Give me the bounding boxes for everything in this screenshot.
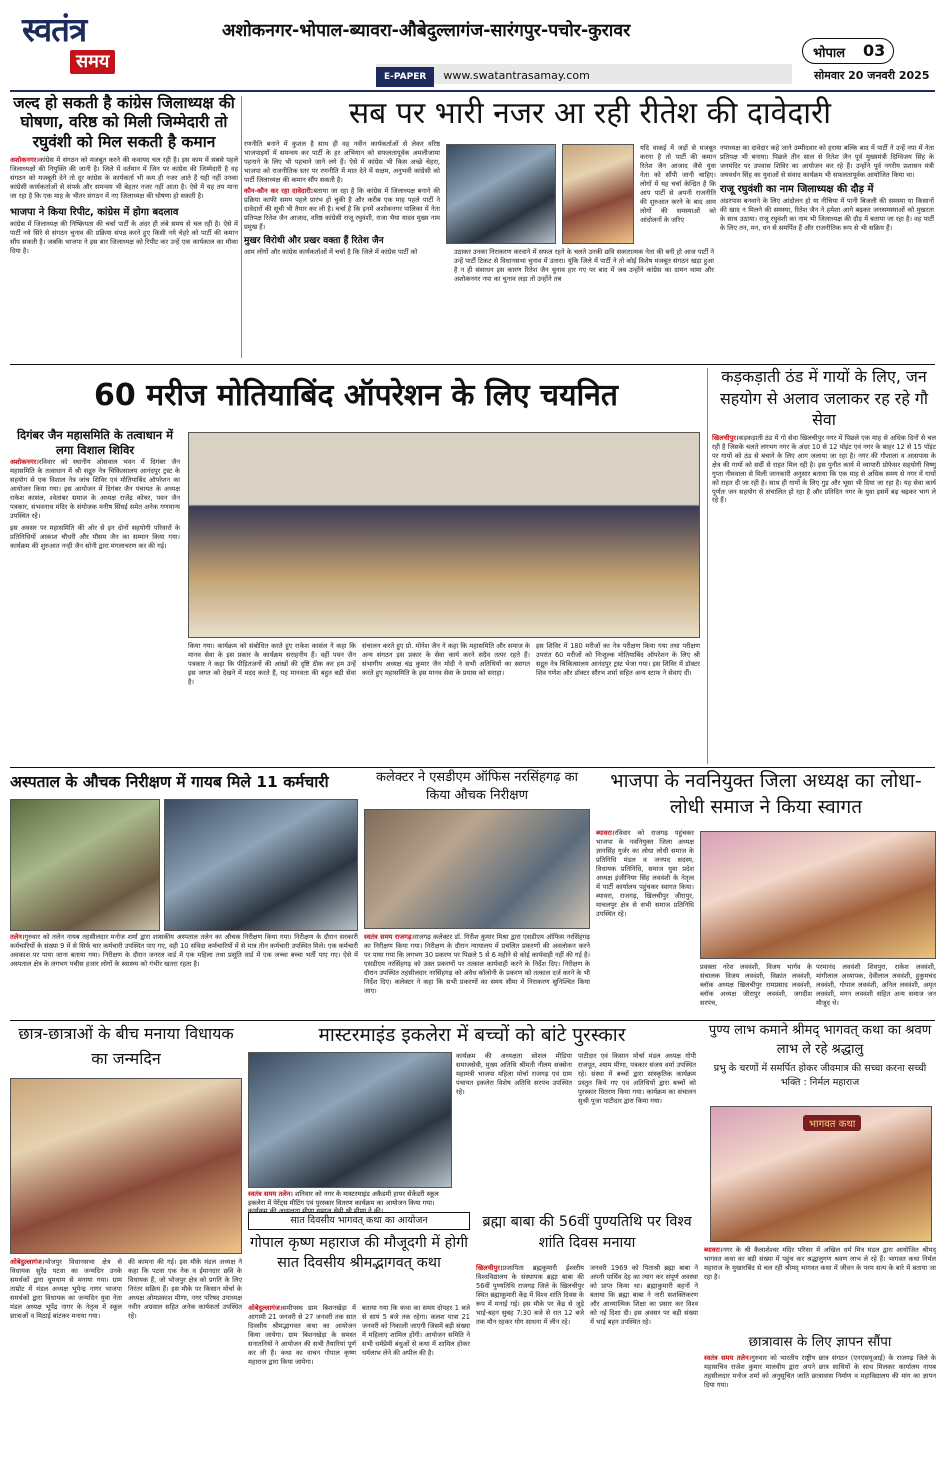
story10-headline[interactable]: पुण्य लाभ कमाने श्रीमद् भागवत् कथा का श्रवण लाभ ले रहे श्रद्धालु bbox=[708, 1023, 932, 1057]
section-rule bbox=[10, 364, 935, 365]
story3-text: रविवार को स्थानीय ओसवाल भवन में दिगंबर जैन महासमिति के तत्वाधान में श्री सद्गुरु नेत्र चिकित्सालय आनंदपुर ट्रस्ट के सहयोग से एक विशाल नेत्र जांच शिविर एवं मोतियाबिंद ऑपरेशन का आयोजन किया गया। इस आयोजन में दिगंबर जैन पंचायत के अध्यक्ष राकेश कासंल, श्वेतांबर समाज के अध्यक्ष राजेंद्र कोचर, पवन जैन पत्रकार, संभवनाथ मंदिर के संयोजक मनीष सिंघई समेत अनेक गणमान्य उपस्थित रहे। bbox=[10, 458, 180, 520]
story13-text: प्रजापिता ब्रह्मकुमारी ईश्वरीय विश्वविद्यालय के संस्थापक ब्रह्मा बाबा की 56वीं पुण्यतिथि राजगढ़ जिले के खिलचीपुर स्थित ब्रह्माकुमारी केंद्र में विश्व शांति दिवस के रूप में मनाई गई। इस मौके पर केंद्र से जुड़े भाई-बहन सुबह 7:30 बजे से रात 12 बजे तक मौन रहकर योग साधना में लीन रहे। bbox=[476, 1264, 584, 1326]
story7-headline[interactable]: भाजपा के नवनियुक्त जिला अध्यक्ष का लोधा- लोधी समाज ने किया स्वागत bbox=[610, 770, 922, 818]
story-gopal-krishna bbox=[248, 1212, 470, 1462]
epaper-badge: E-PAPER bbox=[376, 67, 434, 87]
story1-subhead: भाजपा ने किया रिपीट, कांग्रेस में होगा बदलाव bbox=[10, 206, 179, 218]
story4-body bbox=[712, 434, 936, 506]
story13-col2: जनवरी 1969 को पिताश्री ब्रह्मा बाबा ने अपनी पार्थिव देह का त्याग कर संपूर्ण अवस्था को प्राप्त किया था। ब्रह्माकुमारी बहनों ने बताया कि ब्रह्मा बाबा ने नारी सशक्तिकरण और आध्यात्मिक शिक्षा का प्रसार कर विश्व को नई दिशा दी। इस अवसर पर बड़ी संख्या में भाई बहन उपस्थित रहे। bbox=[590, 1264, 698, 1326]
story9-caption bbox=[248, 1190, 452, 1216]
bhagwat-photo bbox=[710, 1106, 932, 1242]
collector-photo bbox=[364, 809, 590, 929]
story-cataract bbox=[10, 366, 702, 766]
story5-body bbox=[10, 933, 358, 1017]
story9-col2: पाटीदार एवं किसान मोर्चा मंडल अध्यक्ष गोपी राजपूत, श्याम मीणा, पत्रकार संजय वर्मा उपस्थित रहे। संस्था में बच्चों द्वारा सांस्कृतिक कार्यक्रम प्रस्तुत किये गए एवं अतिथियों द्वारा बच्चों को पुरस्कार वितरण किया गया। कार्यक्रम का संचालन सुश्री पूजा पाटीदार द्वारा किया गया। bbox=[578, 1052, 696, 1105]
story-ritesh bbox=[244, 94, 936, 364]
story3-col2: किया गया। कार्यक्रम को संबोधित करते हुए राकेश कासंल ने कहा कि मानव सेवा के इस प्रकार के कार्यक्रम सराहनीय हैं। वहीं पवन जैन पत्रकार ने कहा कि पीड़ितजनों की आंखों की दृष्टि ठीक कर हम उन्हें इस जगत को देखने में मदद करते हैं, यह मानवता की बहुत बड़ी सेवा है। bbox=[188, 642, 356, 686]
story8-text: भोजपुर विधानसभा क्षेत्र से विधायक सुरेंद्र पटवा का जन्मदिन उनके समर्थकों द्वारा धूमधाम से मनाया गया। ग्राम ताम्रोट में मंडल अध्यक्ष भूपेन्द्र नागर भाजपा समर्थकों द्वारा विधायक का जन्मदिन युवा नेता मंडल अध्यक्ष भूपेंद्र नागर के नेतृत्व में स्कूल छात्राओं व मिठाई बांटकर मनाया गया। bbox=[10, 1258, 122, 1320]
story11-dateline: स्वतंत्र समय तलेन। bbox=[704, 1354, 752, 1362]
story10-dateline: ब्यावरा। bbox=[704, 1246, 723, 1254]
story3-body bbox=[10, 458, 180, 764]
story2-col4-text: नपाध्यक्ष का दावेदार कहे जाने उम्मीदवार को हराया बल्कि बाद में पार्टी ने उन्हें नपा में नेता प्रतिपक्ष भी बनाया। पिछले तीन साल से रितेश जैन पूर्व मुख्यमंत्री दिग्विजय सिंह के जनमंदिर पर उपवास शिविर का आयोजन कर रहे हैं। उन्होंने पूर्व नगरीय प्रशासन मंत्री जयवर्धन सिंह का युवाओं से संवाद कार्यक्रम भी सफलतापूर्वक आयोजित किया था। bbox=[720, 144, 934, 179]
story2-headline[interactable]: सब पर भारी नजर आ रही रीतेश की दावेदारी bbox=[348, 96, 832, 131]
story12-col2: बताया गया कि कथा का समय दोपहर 1 बजे से सायं 5 बजे तक रहेगा। कलश यात्रा 21 जनवरी को निकाली जाएगी जिसमें बड़ी संख्या में महिलाएं शामिल होंगी। आयोजन समिति ने सभी धर्मप्रेमी बंधुओं से कथा में शामिल होकर धर्मलाभ लेने की अपील की है। bbox=[362, 1304, 470, 1357]
story4-text: कड़कड़ाती ठंड में गो सेवा खिलचीपुर नगर में पिछले एक माह से अधिक दिनों से चल रही है जिसके चलते लगभग नगर के अंदर 10 से 12 पॉइंट एवं नगर के बाहर 12 से 15 पॉइंट पर गायों को ठंड से बचाने के लिए आग जलाया जा रहा है। नगर की गौशाला व आसपास के क्षेत्र की गायों को सर्दी से राहत मिल रही है। इस पुनीत कार्य में व्यापारी प्रोफेसर सहयोगी विष्णु गुप्ता नीमवाला से मिली जानकारी अनुसार बताया कि एक माह से अधिक समय से नगर में गायों को राहत दी जा रही है। साथ ही गायों के लिए गुड़ और भूसा भी दिया जा रहा है। यह सेवा कार्य पूर्णतः जन सहयोग से संचालित हो रहा है और प्रतिदिन नगर के युवा इसमें बढ़ चढ़कर भाग ले रहे हैं। bbox=[712, 433, 936, 505]
story12-dateline: ओबेदुल्लागंज। bbox=[248, 1304, 283, 1312]
story5-text: गुरुवार को तलेन नायब तहसीलदार मनोज शर्मा द्वारा शासकीय अस्पताल तलेन का औचक निरीक्षण किया गया। निरीक्षण के दौरान सरकारी कर्मचारियों के संख्या 9 में से सिर्फ चार कर्मचारी उपस्थित पाए गए, वही 10 संविदा कर्मचारियों में से मात्र तीन कर्मचारी उपस्थित मिले। एक कर्मचारी अवकाश पर पाया जाना बताया गया। निरीक्षण के दौरान जनरल वार्ड में एक महिला तथा प्रसूति वार्ड में एक जच्चा बच्चा भर्ती पाए गए। ऐसे में अस्पताल क्षेत्र के लगभग पचीस हजार लोगों के स्वास्थ्य को गंभीर खतरा रहता है। bbox=[10, 933, 358, 968]
story6-dateline: स्वतंत्र समय राजगढ़। bbox=[364, 933, 415, 941]
story1-text: कांग्रेस में संगठन को मजबूत करने की कवायद चल रही है। इस काम में सबसे पहले जिलाध्यक्षों की नियुक्ति की जानी है। जिले में वर्तमान में जिन पर कांग्रेस की जिम्मेदारी है वह संगठन को मजबूती देने तो दूर कांग्रेस के कार्यकर्ता भी कम ही नजर आते हैं यही नहीं उनका कांग्रेसी कार्यकर्ताओं से संपर्क और समन्वय भी बेहतर नजर नहीं आता है। ऐसे में यह तय माना जा रहा है कि एक माह के भीतर संगठन में नए जिलाध्यक्ष की घोषणा हो सकती है। bbox=[10, 156, 238, 200]
birthday-photo bbox=[10, 1078, 242, 1254]
story-collector bbox=[364, 769, 590, 1019]
story2-col1 bbox=[244, 140, 440, 362]
story2-sub-text: बताया जा रहा है कि कांग्रेस में जिलाध्यक्ष बनाने की प्रक्रिया काफी समय पहले प्रारंभ हो चुकी है और करीब एक माह पहले पार्टी ने दावेदारों की सूची भी तैयार कर ली है। चर्चा है कि इनमें अशोकनगर पालिका में नेता प्रतिपक्ष रितेश जैन आजाद, वरिष्ठ कांग्रेसी राजू रघुवंशी, राजा भैया यादव मुख्य नाम प्रमुख हैं। bbox=[244, 186, 441, 231]
story1-dateline: अशोकनगर। bbox=[10, 156, 39, 165]
story9-caption-label: स्वतंत्र समय तलेन। bbox=[248, 1190, 293, 1198]
section-rule bbox=[10, 767, 935, 768]
story12-kicker: सात दिवसीय भागवत् कथा का आयोजन bbox=[248, 1212, 470, 1230]
website-link[interactable]: www.swatantrasamay.com bbox=[443, 69, 590, 82]
story13-headline[interactable]: ब्रह्मा बाबा की 56वीं पुण्यतिथि पर विश्व शांति दिवस मनाया bbox=[482, 1214, 692, 1252]
story10-subhead: प्रभु के चरणों में समर्पित होकर जीवमात्र की सच्चा करना सच्ची भक्ति : निर्मल महाराज bbox=[713, 1062, 927, 1088]
cities-strip: अशोकनगर-भोपाल-ब्यावरा-औबेदुल्लागंज-सारंगपुर-पचोर-कुरावर bbox=[222, 21, 631, 41]
story2-sub2-text: आम लोगों और कांग्रेस कार्यकर्ताओं में चर्चा है कि जिले में कांग्रेस पार्टी को bbox=[244, 247, 418, 256]
story5-dateline: तलेन। bbox=[10, 933, 25, 941]
issue-date: सोमवार 20 जनवरी 2025 bbox=[814, 69, 930, 82]
story2-sub2: मुखर विरोधी और प्रखर वक्ता हैं रितेश जैन bbox=[244, 235, 384, 246]
story-mastermind bbox=[248, 1022, 696, 1216]
story8-body bbox=[10, 1258, 122, 1462]
masthead-rule bbox=[10, 90, 935, 92]
page-number: 03 bbox=[863, 41, 886, 60]
hospital-photo-left bbox=[10, 799, 160, 931]
story4-headline[interactable]: कड़कड़ाती ठंड में गायों के लिए, जन सहयोग से अलाव जलाकर रह रहे गौ सेवा bbox=[719, 367, 929, 430]
col-divider bbox=[707, 368, 708, 764]
edition-name: भोपाल bbox=[813, 46, 846, 61]
story11-headline[interactable]: छात्रावास के लिए ज्ञापन सौंपा bbox=[748, 1334, 892, 1350]
story6-body bbox=[364, 933, 590, 1019]
cataract-camp-photo bbox=[188, 432, 700, 638]
logo-top: स्वतंत्र bbox=[22, 10, 87, 49]
edition-box bbox=[802, 38, 894, 64]
story3-col4: इस शिविर में 180 मरीजों का नेत्र परीक्षण किया गया तथा परीक्षण उपरांत 60 मरीजों को निःशुल्क मोतियाबिंद ऑपरेशन के लिए श्री सद्गुरु नेत्र चिकित्सालय आनंदपुर ट्रस्ट भेजा गया। इस शिविर में डॉक्टर शिव गणेश और डॉक्टर सौरभ शर्मा सहित अन्य स्टाफ ने सेवाएं दीं। bbox=[536, 642, 700, 677]
story2-col3: यदि वाकई में जड़ों से मजबूत करना है तो पार्टी की कमान रितेश जैन आजाद जैसे युवा नेता को सौंपी जानी चाहिए। लोगों में यह चर्चा केन्द्रित है कि आप पार्टी से अपनी राजनीति की शुरुआत करने के बाद आम लोगों की समस्याओं को आंदोलनों के जरिए bbox=[640, 144, 716, 224]
story-bhagwat-byawra bbox=[704, 1022, 936, 1324]
story12-body bbox=[248, 1304, 356, 1462]
story-lodhi-samaj bbox=[596, 769, 936, 1019]
story3-subhead: दिगंबर जैन महासमिति के तत्वाधान में लगा विशाल शिविर bbox=[16, 428, 173, 457]
story3-dateline: अशोकनगर। bbox=[10, 458, 39, 466]
raju-photo bbox=[562, 144, 634, 244]
logo-bottom: समय bbox=[70, 50, 115, 74]
logo[interactable] bbox=[22, 10, 140, 90]
story3-headline[interactable]: 60 मरीज मोतियाबिंद ऑपरेशन के लिए चयनित bbox=[94, 378, 618, 413]
section-rule bbox=[10, 1020, 935, 1021]
story-brahma-baba bbox=[476, 1212, 698, 1462]
story7-col3: परमानंद लववंशी शिवपुरा, राकेश लववंशी, मांगीलाल अध्यापक, देवीलाल लववंशी, हुकुमचंद लववंशी, गोपाल लववंशी, अनिल लववंशी, अमृत लववंशी, मगन लववंशी सहित अन्य समाज जन मौजूद थे। bbox=[816, 963, 936, 1007]
story13-body bbox=[476, 1264, 584, 1462]
story2-col2: उठाकर उनका निराकरण करवाने में सफल रहने के चलते उनकी छवि सकारात्मक नेता की बनी हो आज पार्टी ने उन्हें पार्टी टिकट से विधानसभा चुनाव में उतारा। यूंकि जिले में पार्टी ने तो कोई विशेष मजबूत संगठन खड़ा हुआ है न ही संसाधन इस कारण रितेश जैन चुनाव हार गए पर बाद में जब उन्होंने कांग्रेस का दामन थामा और अशोकनगर नपा का चुनाव लड़ा तो उन्होंने तब bbox=[454, 248, 714, 283]
lodhi-welcome-photo bbox=[700, 831, 936, 959]
story3-text-b: इस अवसर पर महासमिति की ओर से इन दोनों सहयोगी परिवारों के प्रतिनिधियों आकाश चौधरी और मौसम जैन का सम्मान किया गया। कार्यक्रम की शुरुआत नन्ही जैन सोनी द्वारा मंगलाचरण कर की गई। bbox=[10, 523, 180, 550]
hospital-photo-right bbox=[164, 799, 358, 931]
story8-headline[interactable]: छात्र-छात्राओं के बीच मनाया विधायक का जन्मदिन bbox=[18, 1024, 234, 1068]
story1-headline[interactable]: जल्द हो सकती है कांग्रेस जिलाध्यक्ष की घोषणा, वरिष्ठ को मिली जिम्मेदारी तो रघुवंशी को मिल सकती है कमान bbox=[13, 94, 235, 151]
story13-dateline: खिलचीपुर। bbox=[476, 1264, 503, 1272]
story7-text: रविवार को राजगढ़ पहुंचकर भाजपा के नवनियुक्त जिला अध्यक्ष ज्ञानसिंह गुर्जर का लोधा लोधी समाज के प्रतिनिधि मंडल व जनपद सदस्य, विधायक प्रतिनिधि, समाज युवा प्रदेश अध्यक्ष इंजीनियर सिंह लववंशी के नेतृत्व में पार्टी कार्यालय पहुंचकर स्वागत किया। ब्यावरा, राजगढ़, खिलचीपुर जीरापुर, माचलपुर क्षेत्र से सभी समाज प्रतिनिधि उपस्थित रहे। bbox=[596, 829, 694, 918]
story7-body bbox=[596, 829, 694, 969]
story10-body bbox=[704, 1246, 936, 1324]
bhagwat-photo-label: भागवत कथा bbox=[803, 1115, 861, 1131]
story12-text: समीपस्थ ग्राम बिशनखेड़ा में आगामी 21 जनवरी से 27 जनवरी तक सात दिवसीय श्रीमद्भागवत कथा का आयोजन किया जायेगा। ग्राम बिशनखेड़ा के समस्त सनातनियों ने आयोजन की सभी तैयारियां पूर्ण कर ली हैं। कथा का वाचन गोपाल कृष्ण महाराज द्वारा किया जायेगा। bbox=[248, 1304, 356, 1366]
story11-body bbox=[704, 1354, 936, 1390]
story2-col4-sub: राजू रघुवंशी का नाम जिलाध्यक्ष की दौड़ में bbox=[720, 183, 874, 195]
story8-dateline: ओबेदुल्लागंज। bbox=[10, 1258, 45, 1266]
story-mla-birthday bbox=[10, 1022, 242, 1462]
story9-caption-text: शनिवार को नगर के मास्टरमाइंड अकैडमी हायर सेकेंडरी स्कूल इकलेरा में पेरेंट्स मीटिंग एवं पुरस्कार वितरण कार्यक्रम का आयोजन किया गया। कार्यक्रम की अध्यक्षता मीणा समाज सेवी श्री मीणा ने की। bbox=[248, 1190, 439, 1216]
story1-body2: कांग्रेस में जिलाध्यक्ष की निष्क्रियता की चर्चा पार्टी के अंदर ही लंबे समय से चल रही है। ऐसे में पार्टी नये सिरे से संगठन चुनाव की प्रक्रिया संपन्न करने हुए किसी नये चेहरे को पार्टी की कमान सौंप सकती है। जबकि भाजपा ने इस बार जिलाध्यक्ष को रिपीट कर उन्हें एक कार्यकाल का मौका दिया है। bbox=[10, 219, 238, 255]
story2-col1-text: रणनीति बनाने में कुशल है साथ ही वह नवीन कार्यकर्ताओं से लेकर वरिष्ठ भाजपाइयों में समन्वय कर पार्टी के हर अभियान को सफलतापूर्वक अमलीजामा पहनाने के लिए भी पहचाने जाने लगे हैं। ऐसे में कांग्रेस भी किस अच्छे चेहरा, भाजपा को राजनीतिक स्तर पर रणनीति में मात देने में सक्षम, अनुभवी कांग्रेसी को पार्टी जिलाध्यक्ष की कमान सौंप सकती है। bbox=[244, 140, 440, 184]
story2-col4-sub-text: अंडरपास बनवाने के लिए आंदोलन हो या नीचिया में पानी बिजली की समस्या या किसानों की खाद न मिलने की समस्या, रितेश जैन ने हमेशा आगे बढ़कर जनसमस्याओं को मुखरता के साथ उठाया। राजू रघुवंशी का नाम भी जिलाध्यक्ष की दौड़ में बताया जा रहा है। वह पार्टी के लिए तन, मन, धन से समर्पित हैं और राजनीतिक रूप से भी सक्रिय हैं। bbox=[720, 197, 934, 233]
story10-text: नगर के श्री कैलाशेश्वर मंदिर परिसर में अखिल धर्म मित्र मंडल द्वारा आयोजित श्रीमद् भागवत कथा का बड़ी संख्या में पहुंच कर श्रद्धालुगण श्रवण लाभ ले रहे हैं। भागवत कथा निर्मल महाराज के मुखारबिंद से चल रही श्रीमद् भागवत कथा में जीवन के परम सत्य के बारे में बताया जा रहा है। bbox=[704, 1246, 936, 1281]
story5-headline[interactable]: अस्पताल के औचक निरीक्षण में गायब मिले 11 कर्मचारी bbox=[10, 773, 329, 791]
story6-text: राजगढ़ कलेक्टर डॉ. गिरीश कुमार मिश्रा द्वारा एसडीएम ऑफिस नरसिंहगढ़ का निरीक्षण किया गया। निरीक्षण के दौरान न्यायालय में प्रचलित प्रकरणों की अवलोकन करने पर पाया गया कि लगभग 30 प्रकरण पर पिछले 5 से 6 महीने से कोई कार्यवाही नहीं की गई है। एसडीएम नरसिंहगढ़ को उक्त प्रकरणों पर तत्काल कार्यवाही करने के निर्देश दिए। निरीक्षण के दौरान उपस्थित तहसीलदार नरसिंहगढ़ को अवैध कॉलोनी के प्रकरण को तत्काल दर्ज करने के भी निर्देश दिए। कलेक्टर ने कहा कि सभी प्रकरणों का समय सीमा में निराकरण सुनिश्चित किया जाए। bbox=[364, 933, 590, 995]
story-congress-president bbox=[10, 94, 238, 364]
story2-col4 bbox=[720, 144, 934, 364]
story-hospital bbox=[10, 769, 358, 1019]
epaper-strip bbox=[376, 64, 792, 84]
story7-col2: प्रवक्ता नरेश लववंशी, विजय भार्गव के संचालक विजय लववंशी, विक्रांत लववंशी, ब्लॉक अध्यक्ष खिलचीपुर रामप्रसाद लववंशी, ब्लॉक अध्यक्ष जीरापुर लववंशी, जगदीश सरपंच, bbox=[700, 963, 812, 1007]
col-divider bbox=[241, 96, 242, 358]
story12-headline[interactable]: गोपाल कृष्ण महाराज की मौजूदगी में होगी सात दिवसीय श्रीमद्भागवत् कथा bbox=[250, 1235, 468, 1272]
story4-dateline: खिलचीपुर। bbox=[712, 433, 739, 442]
story7-dateline: ब्यावरा। bbox=[596, 829, 615, 837]
story9-body: कार्यक्रम की अध्यक्षता सोशल मीडिया समाजसेवी, मुख्य अतिथि श्रीमती नीलम सक्सेना महामंत्री भाजपा महिला मोर्चा राजगढ़ एवं ग्राम पंचायत इकलेरा विशेष अतिथि सरपंच उपस्थित रहे। bbox=[456, 1052, 572, 1096]
mastermind-photo bbox=[248, 1052, 452, 1188]
story2-sub-label: कौन-कौन कर रहा दावेदारी: bbox=[244, 186, 314, 195]
story-hostel-memo bbox=[704, 1330, 936, 1462]
story9-headline[interactable]: मास्टरमाइंड इकलेरा में बच्चों को बांटे पुरस्कार bbox=[318, 1024, 626, 1046]
story8-col2: की कामना की गई। इस मौके मंडल अध्यक्ष ने कहा कि पटवा एक नेक व ईमानदार छवि के विधायक हैं, जो भोजपुर क्षेत्र को प्रगति के लिए निरंतर सक्रिय हैं। इस मौके पर किसान मोर्चा के अध्यक्ष ओमप्रकाश मीणा, नगर परिषद उपाध्यक्ष नवीन अग्रवाल सहित अनेक कार्यकर्ता उपस्थित रहे। bbox=[128, 1258, 242, 1320]
story6-headline[interactable]: कलेक्टर ने एसडीएम ऑफिस नरसिंहगढ़ का किया औचक निरीक्षण bbox=[376, 770, 578, 803]
ritesh-photo bbox=[446, 144, 556, 244]
story-cow-service bbox=[712, 366, 936, 766]
story1-body bbox=[10, 156, 238, 201]
story11-text: गुरुवार को भारतीय राष्ट्रीय छात्र संगठन (एनएसयूआई) के राजगढ़ जिले के महासचिव राजेश कुमार मालवीय द्वारा अपने छात्र साथियों के साथ मिलकर कार्यालय नायब तहसीलदार मनोज शर्मा को अनुसूचित जाति छात्रावास निर्माण व महाविद्यालय की मांग का ज्ञापन दिया गया। bbox=[704, 1354, 936, 1389]
masthead bbox=[0, 0, 945, 92]
story3-col3: संचालन करते हुए प्रो. मोनेश जैन ने कहा कि महासमिति और समाज के अन्य संगठन इस प्रकार के सेवा कार्य करने सदैव तत्पर रहते हैं। संभागीय अध्यक्ष चंद्र कुमार जैन मोदी ने सभी अतिथियों का स्वागत करते हुए महासमिति के इस मानव सेवा के प्रयास को सराहा। bbox=[362, 642, 530, 677]
